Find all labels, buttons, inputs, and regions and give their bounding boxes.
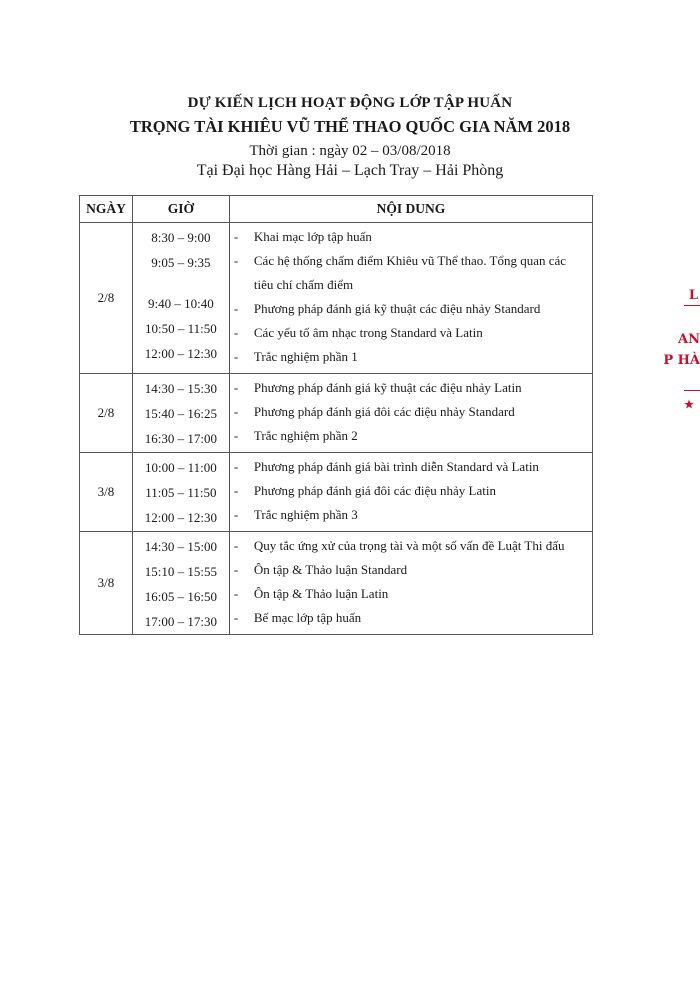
table-row (80, 223, 593, 374)
activity-text: Bế mạc lớp tập huấn (253, 610, 362, 625)
time-cell (132, 223, 229, 374)
table-row (80, 374, 593, 453)
activity-text: Quy tắc ứng xử của trọng tài và một số vấn đề Luật Thi đấu (253, 538, 565, 553)
list-item: - Trắc nghiệm phần 2 (233, 428, 358, 443)
content-cell (229, 223, 592, 374)
list-item: - Các hệ thống chấm điểm Khiêu vũ Thể thao. Tổng quan các tiêu chí chấm điểm (233, 253, 567, 292)
day-cell: 2/8 (80, 374, 133, 453)
stamp-fragment-line (684, 390, 700, 391)
activity-text: Phương pháp đánh giá đôi các điệu nhảy Standard (253, 404, 515, 419)
activity-text: Các yếu tố âm nhạc trong Standard và Latin (253, 325, 483, 340)
star-icon: ★ (684, 398, 694, 411)
time-slot: 15:40 – 16:25 (144, 406, 218, 421)
activity-text: Phương pháp đánh giá kỹ thuật các điệu nhảy Standard (253, 301, 541, 316)
time-cell (132, 374, 229, 453)
time-slot: 16:30 – 17:00 (144, 431, 218, 446)
activity-text: Ôn tập & Thảo luận Latin (253, 586, 389, 601)
time-slot: 11:05 – 11:50 (145, 485, 217, 500)
activity-text: Phương pháp đánh giá kỹ thuật các điệu nhảy Latin (253, 380, 522, 395)
time-slot: 14:30 – 15:00 (144, 539, 218, 554)
activity-text: Khai mạc lớp tập huấn (253, 229, 372, 244)
title-line-2: TRỌNG TÀI KHIÊU VŨ THỂ THAO QUỐC GIA NĂM 2018 (129, 117, 571, 136)
stamp-fragment-text: AN (678, 332, 700, 347)
time-slot: 14:30 – 15:30 (144, 381, 218, 396)
table-row (80, 453, 593, 532)
time-slot: 17:00 – 17:30 (144, 614, 218, 629)
table-header-row (80, 196, 593, 223)
activity-text: Trắc nghiệm phần 1 (253, 349, 358, 364)
schedule-date: Thời gian : ngày 02 – 03/08/2018 (249, 143, 451, 159)
list-item: - Khai mạc lớp tập huấn (233, 229, 372, 244)
list-item: - Ôn tập & Thảo luận Standard (233, 562, 408, 577)
list-item: - Trắc nghiệm phần 3 (233, 507, 358, 522)
time-slot: 8:30 – 9:00 (151, 230, 211, 245)
column-header-day: NGÀY (80, 196, 133, 223)
content-cell (229, 453, 592, 532)
time-cell (132, 453, 229, 532)
content-cell (229, 374, 592, 453)
time-slot: 12:00 – 12:30 (144, 510, 218, 525)
table-row (80, 532, 593, 635)
time-slot: 15:10 – 15:55 (144, 564, 218, 579)
schedule-table (79, 195, 593, 635)
activity-text: Trắc nghiệm phần 3 (253, 507, 358, 522)
day-cell: 2/8 (80, 223, 133, 374)
time-slot: 10:50 – 11:50 (145, 321, 217, 336)
content-cell (229, 532, 592, 635)
list-item: - Bế mạc lớp tập huấn (233, 610, 362, 625)
time-slot: 10:00 – 11:00 (145, 460, 217, 475)
activity-text: Trắc nghiệm phần 2 (253, 428, 358, 443)
activity-text: Phương pháp đánh giá bài trình diễn Standard và Latin (253, 459, 539, 474)
stamp-fragment-line (684, 305, 700, 306)
title-line-1: DỰ KIẾN LỊCH HOẠT ĐỘNG LỚP TẬP HUẤN (187, 95, 513, 111)
column-header-time: GIỜ (132, 196, 229, 223)
time-cell (132, 532, 229, 635)
stamp-fragment-text: P HÀ (663, 353, 700, 368)
time-slot: 9:40 – 10:40 (148, 296, 214, 311)
day-cell: 3/8 (80, 453, 133, 532)
list-item: - Phương pháp đánh giá bài trình diễn Standard và Latin (233, 459, 539, 474)
list-item: - Các yếu tố âm nhạc trong Standard và Latin (233, 325, 483, 340)
activity-text: Các hệ thống chấm điểm Khiêu vũ Thể thao. Tổng quan các tiêu chí chấm điểm (253, 253, 567, 292)
activity-text: Ôn tập & Thảo luận Standard (253, 562, 408, 577)
time-slot: 9:05 – 9:35 (151, 255, 211, 270)
list-item: - Phương pháp đánh giá đôi các điệu nhảy Latin (233, 483, 496, 498)
stamp-fragment-text: L (688, 288, 698, 303)
list-item: - Phương pháp đánh giá kỹ thuật các điệu nhảy Standard (233, 301, 541, 316)
time-slot: 16:05 – 16:50 (144, 589, 218, 604)
list-item: - Phương pháp đánh giá đôi các điệu nhảy Standard (233, 404, 515, 419)
activity-text: Phương pháp đánh giá đôi các điệu nhảy Latin (253, 483, 496, 498)
column-header-content: NỘI DUNG (229, 196, 592, 223)
list-item: - Quy tắc ứng xử của trọng tài và một số vấn đề Luật Thi đấu (233, 538, 565, 553)
day-cell: 3/8 (80, 532, 133, 635)
time-slot: 12:00 – 12:30 (144, 346, 218, 361)
list-item: - Phương pháp đánh giá kỹ thuật các điệu nhảy Latin (233, 380, 522, 395)
list-item: - Trắc nghiệm phần 1 (233, 349, 358, 364)
list-item: - Ôn tập & Thảo luận Latin (233, 586, 389, 601)
schedule-location: Tại Đại học Hàng Hải – Lạch Tray – Hải Phòng (196, 162, 504, 179)
